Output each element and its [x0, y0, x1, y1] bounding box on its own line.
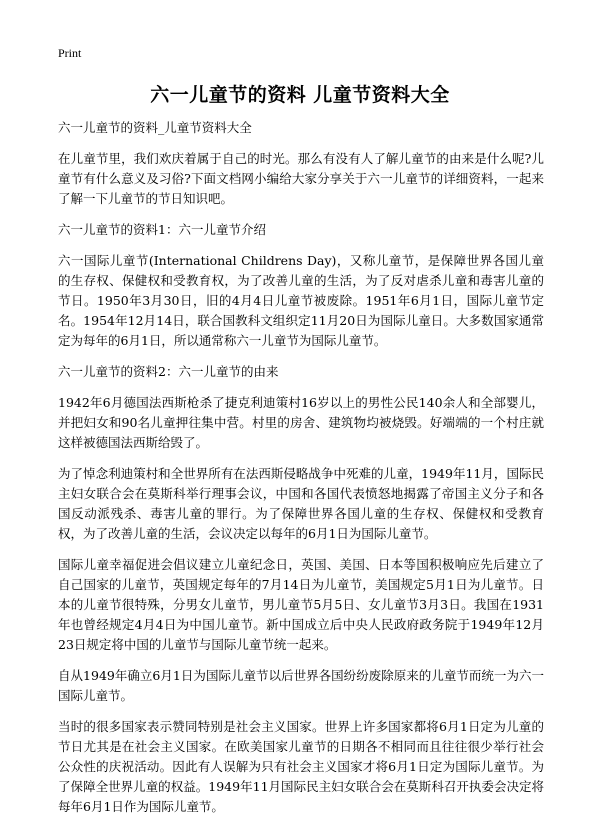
- subtitle: 六一儿童节的资料_儿童节资料大全: [58, 120, 252, 135]
- intro-paragraph: 在儿童节里，我们欢庆着属于自己的时光。那么有没有人了解儿童节的由来是什么呢?儿童节有什么意义及习俗?下面文档网小编给大家分享关于六一儿童节的详细资料，一起来了解一下儿童节的节日知识吧。: [58, 151, 544, 206]
- article-body: [58, 118, 544, 828]
- print-link[interactable]: Print: [58, 46, 82, 60]
- section-2-paragraph-3: 国际儿童幸福促进会倡议建立儿童纪念日，英国、美国、日本等国积极响应先后建立了自己国家的儿童节，英国规定每年的7月14日为儿童节，美国规定5月1日为儿童节。日本的儿童节很特殊，分男女儿童节，男儿童节5月5日、女儿童节3月3日。我国在1931年也曾经规定4月4日为中国儿童节。新中国成立后中央人民政府政务院于1949年12月23日规定将中国的儿童节与国际儿童节统一起来。: [58, 557, 544, 652]
- page-title: 六一儿童节的资料 儿童节资料大全: [150, 84, 450, 106]
- section-heading-1: 六一儿童节的资料1：六一儿童节介绍: [58, 222, 266, 237]
- section-2-paragraph-4: 自从1949年确立6月1日为国际儿童节以后世界各国纷纷废除原来的儿童节而统一为六一国际儿童节。: [58, 668, 544, 703]
- section-1-paragraph: 六一国际儿童节(International Childrens Day)，又称儿童节，是保障世界各国儿童的生存权、保健权和受教育权，为了改善儿童的生活，为了反对虐杀儿童和毒害儿童的节日。1950年3月30日，旧的4月4日儿童节被废除。1951年6月1日，国际儿童节定名。1954年12月14日，联合国教科文组织定11月20日为国际儿童日。大多数国家通常定为每年的6月1日，所以通常称六一儿童节为国际儿童节。: [58, 253, 544, 348]
- section-2-paragraph-5: 当时的很多国家表示赞同特别是社会主义国家。世界上许多国家都将6月1日定为儿童的节日尤其是在社会主义国家。在欧美国家儿童节的日期各不相同而且往往很少举行社会公众性的庆祝活动。因此有人误解为只有社会主义国家才将6月1日定为国际儿童节。为了保障全世界儿童的权益。1949年11月国际民主妇女联合会在莫斯科召开执委会决定将每年6月1日作为国际儿童节。: [58, 719, 544, 814]
- section-heading-2: 六一儿童节的资料2：六一儿童节的由来: [58, 364, 279, 379]
- section-2-paragraph-1: 1942年6月德国法西斯枪杀了捷克利迪策村16岁以上的男性公民140余人和全部婴儿，并把妇女和90名儿童押往集中营。村里的房舍、建筑物均被烧毁。好端端的一个村庄就这样被德国法西斯给毁了。: [58, 395, 544, 450]
- section-2-paragraph-2: 为了悼念利迪策村和全世界所有在法西斯侵略战争中死难的儿童，1949年11月，国际民主妇女联合会在莫斯科举行理事会议，中国和各国代表愤怒地揭露了帝国主义分子和各国反动派残杀、毒害儿童的罪行。为了保障世界各国儿童的生存权、保健权和受教育权，为了改善儿童的生活，会议决定以每年的6月1日为国际儿童节。: [58, 466, 544, 541]
